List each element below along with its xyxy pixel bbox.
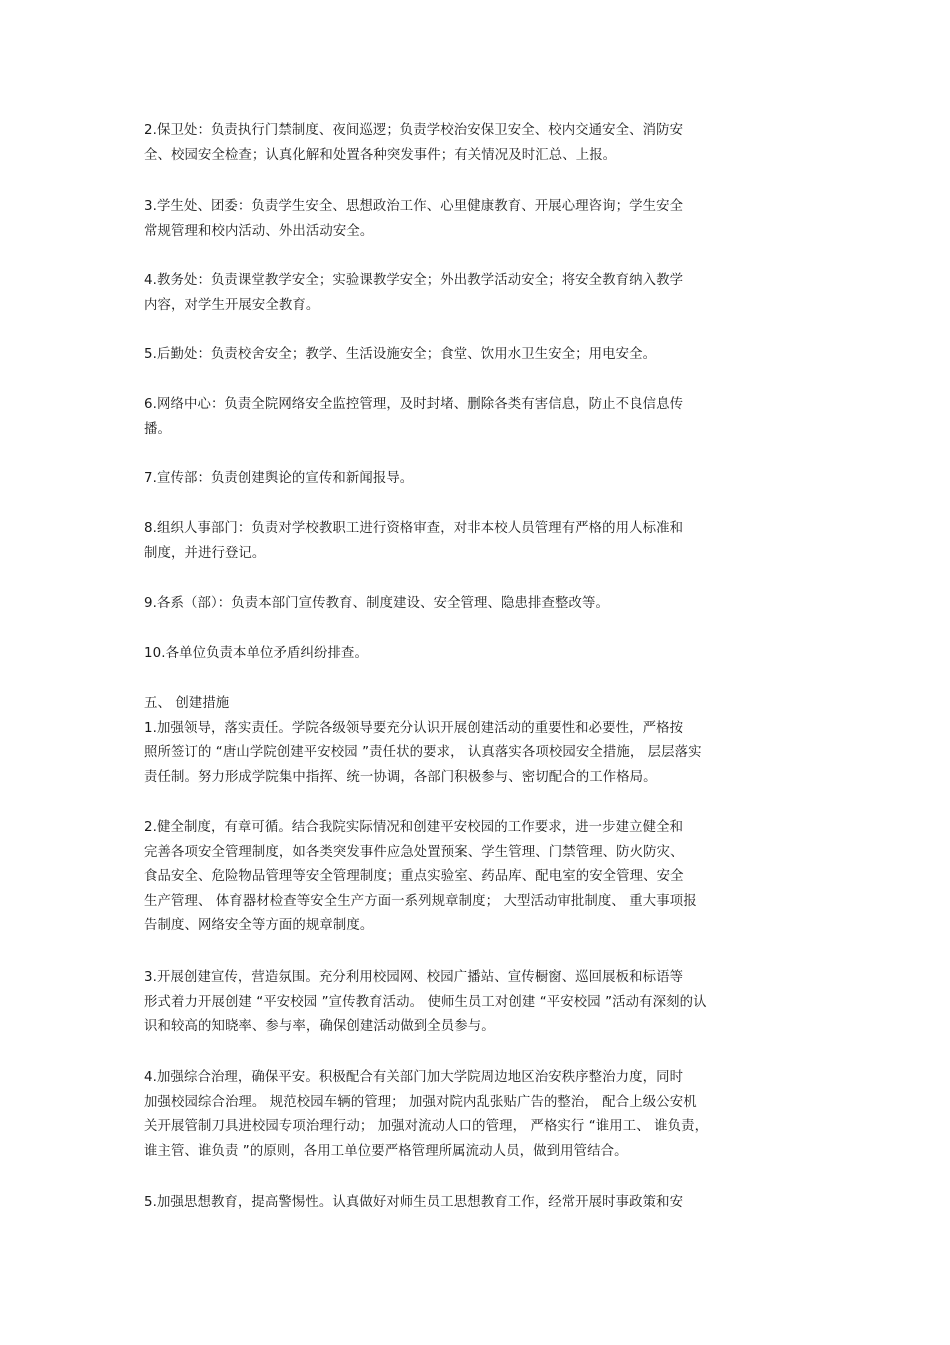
paragraph-measure-3 bbox=[144, 966, 814, 1040]
text-line: 关开展管制刀具进校园专项治理行动； 加强对流动人口的管理， 严格实行 “谁用工、 谁负责， bbox=[144, 1119, 709, 1134]
text-line: 告制度、网络安全等方面的规章制度。 bbox=[144, 918, 374, 933]
text-line: 生产管理、 体育器材检查等安全生产方面一系列规章制度； 大型活动审批制度、 重大事项报 bbox=[144, 893, 697, 909]
text-line: 内容，对学生开展安全教育。 bbox=[144, 297, 320, 313]
paragraph-academic-affairs bbox=[144, 269, 814, 318]
paragraph-personnel bbox=[144, 517, 814, 566]
text-line: 识和较高的知晓率、参与率，确保创建活动做到全员参与。 bbox=[144, 1019, 495, 1034]
text-line: 全、校园安全检查；认真化解和处置各种突发事件；有关情况及时汇总、上报。 bbox=[144, 147, 617, 163]
text-line: 3.开展创建宣传，营造氛围。充分利用校园网、校园广播站、宣传橱窗、巡回展板和标语等 bbox=[144, 970, 684, 985]
paragraph-measures bbox=[144, 692, 814, 790]
paragraph-security bbox=[144, 119, 814, 168]
text-line: 10.各单位负责本单位矛盾纠纷排查。 bbox=[144, 646, 368, 661]
paragraph-departments bbox=[144, 592, 814, 617]
text-line: 加强校园综合治理。 规范校园车辆的管理； 加强对院内乱张贴广告的整治， 配合上级公安机 bbox=[144, 1094, 697, 1110]
text-line: 食品安全、危险物品管理等安全管理制度；重点实验室、药品库、配电室的安全管理、安全 bbox=[144, 869, 684, 884]
text-line: 9.各系（部）：负责本部门宣传教育、制度建设、安全管理、隐患排查整改等。 bbox=[144, 596, 609, 611]
paragraph-network-center bbox=[144, 393, 814, 442]
section-heading: 五、 创建措施 bbox=[144, 696, 230, 711]
text-line: 2.健全制度，有章可循。结合我院实际情况和创建平安校园的工作要求，进一步建立健全和 bbox=[144, 820, 684, 835]
text-line: 形式着力开展创建 “平安校园 ”宣传教育活动。 使师生员工对创建 “平安校园 ”活动有深刻的认 bbox=[144, 994, 707, 1010]
paragraph-measure-5 bbox=[144, 1191, 814, 1216]
text-line: 4.教务处：负责课堂教学安全；实验课教学安全；外出教学活动安全；将安全教育纳入教学 bbox=[144, 273, 684, 288]
text-line: 制度，并进行登记。 bbox=[144, 545, 266, 561]
text-line: 8.组织人事部门：负责对学校教职工进行资格审查，对非本校人员管理有严格的用人标准和 bbox=[144, 521, 684, 536]
text-line: 照所签订的 “唐山学院创建平安校园 ”责任状的要求， 认真落实各项校园安全措施， 层层落实 bbox=[144, 745, 702, 760]
text-line: 5.后勤处：负责校舍安全；教学、生活设施安全；食堂、饮用水卫生安全；用电安全。 bbox=[144, 347, 657, 362]
paragraph-logistics bbox=[144, 343, 814, 368]
text-line: 6.网络中心：负责全院网络安全监控管理，及时封堵、删除各类有害信息，防止不良信息传 bbox=[144, 397, 684, 412]
text-line: 责任制。努力形成学院集中指挥、统一协调，各部门积极参与、密切配合的工作格局。 bbox=[144, 769, 657, 785]
paragraph-units bbox=[144, 642, 814, 667]
paragraph-measure-2 bbox=[144, 816, 814, 939]
text-line: 播。 bbox=[144, 421, 171, 437]
paragraph-publicity bbox=[144, 467, 814, 492]
text-line: 谁主管、谁负责 ”的原则，各用工单位要严格管理所属流动人员，做到用管结合。 bbox=[144, 1143, 628, 1159]
text-line: 常规管理和校内活动、外出活动安全。 bbox=[144, 223, 374, 239]
text-line: 4.加强综合治理，确保平安。积极配合有关部门加大学院周边地区治安秩序整治力度，同时 bbox=[144, 1070, 684, 1085]
text-line: 完善各项安全管理制度，如各类突发事件应急处置预案、学生管理、门禁管理、防火防灾、 bbox=[144, 844, 684, 860]
text-line: 3.学生处、团委：负责学生安全、思想政治工作、心里健康教育、开展心理咨询；学生安全 bbox=[144, 199, 684, 214]
text-line: 1.加强领导，落实责任。学院各级领导要充分认识开展创建活动的重要性和必要性，严格按 bbox=[144, 720, 684, 736]
text-line: 2.保卫处：负责执行门禁制度、夜间巡逻；负责学校治安保卫安全、校内交通安全、消防安 bbox=[144, 123, 684, 138]
text-line: 7.宣传部：负责创建舆论的宣传和新闻报导。 bbox=[144, 471, 414, 486]
text-line: 5.加强思想教育，提高警惕性。认真做好对师生员工思想教育工作，经常开展时事政策和安 bbox=[144, 1195, 684, 1210]
paragraph-measure-4 bbox=[144, 1066, 814, 1164]
paragraph-student-affairs bbox=[144, 195, 814, 244]
